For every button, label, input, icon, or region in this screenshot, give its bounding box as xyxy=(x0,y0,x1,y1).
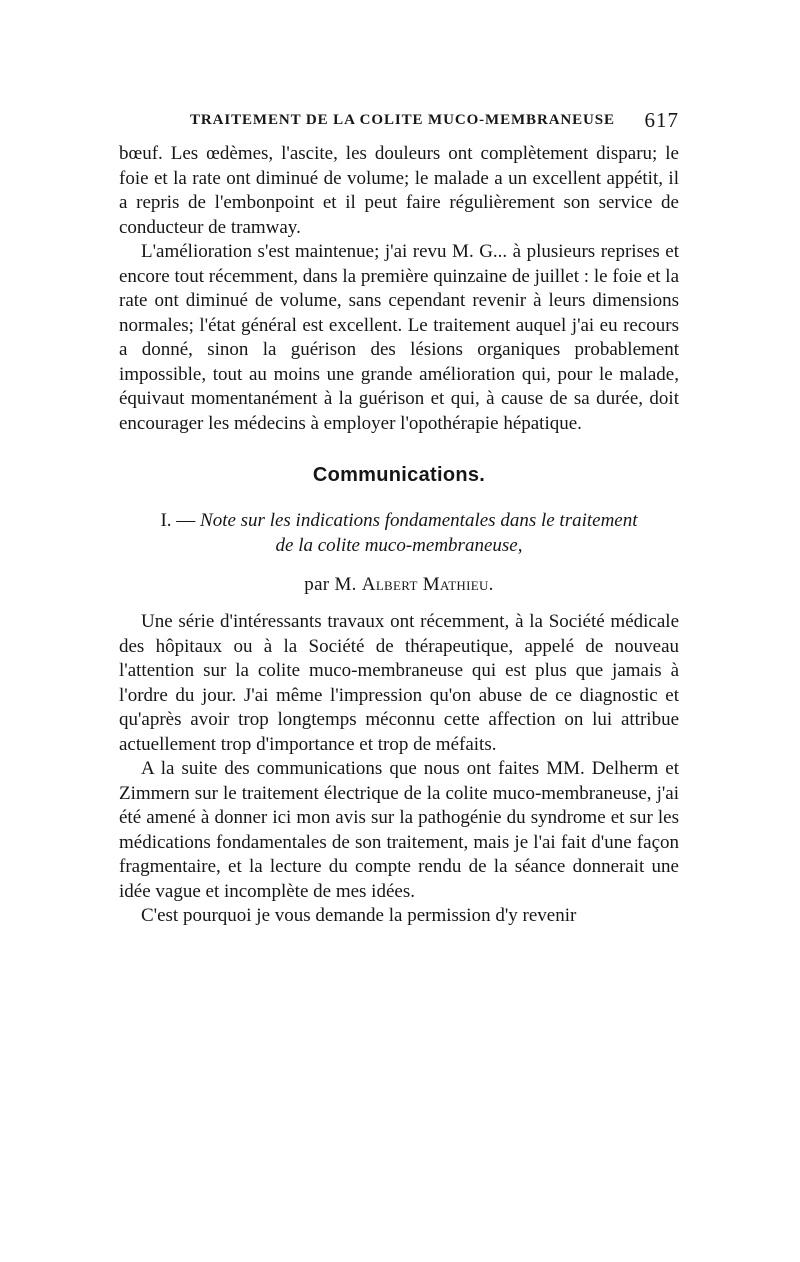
book-page xyxy=(119,108,679,929)
body-text-top xyxy=(119,142,679,436)
byline xyxy=(119,574,679,596)
author-name: Albert Mathieu. xyxy=(361,574,494,595)
section-title: Communications. xyxy=(312,464,486,486)
paragraph: Une série d'intéressants travaux ont récemment, à la Société médicale des hôpitaux ou à la Société de thérapeutique, appelé de nouveau l'attention sur la colite muco-membraneuse qui est plus que jamais à l'ordre du jour. J'ai même l'impression qu'on abuse de ce diagnostic et qu'après avoir trop longtemps méconnu cette affection on lui attribue actuellement trop d'importance et trop de méfaits. xyxy=(119,611,679,755)
note-title xyxy=(119,509,679,558)
paragraph: bœuf. Les œdèmes, l'ascite, les douleurs ont complètement disparu; le foie et la rate ont diminué de volume; le malade a un excellent appétit, il a repris de l'embonpoint et il peut faire régulièrement son service de conducteur de tramway. xyxy=(119,143,679,238)
page-number: 617 xyxy=(644,108,679,132)
paragraph: L'amélioration s'est maintenue; j'ai revu M. G... à plusieurs reprises et encore tout récemment, dans la première quinzaine de juillet : le foie et la rate ont diminué de volume, sans cependant revenir à leurs dimensions normales; l'état général est excellent. Le traitement auquel j'ai eu recours a donné, sinon la guérison des lésions organiques probablement impossible, tout au moins une grande amélioration qui, pour le malade, équivaut momentanément à la guérison et qui, à cause de sa durée, doit encourager les médecins à employer l'opothérapie hépatique. xyxy=(119,241,679,434)
paragraph: A la suite des communications que nous ont faites MM. Delherm et Zimmern sur le traitement électrique de la colite muco-membraneuse, j'ai été amené à donner ici mon avis sur la pathogénie du syndrome et sur les médications fondamentales de son traitement, mais je l'ai fait d'une façon fragmentaire, et la lecture du compte rendu de la séance donnerait une idée vague et incomplète de mes idées. xyxy=(119,758,679,902)
note-title-line-2: de la colite muco-membraneuse, xyxy=(275,534,523,556)
paragraph: C'est pourquoi je vous demande la permission d'y revenir xyxy=(141,905,577,926)
running-head xyxy=(119,108,679,142)
body-text-bottom xyxy=(119,610,679,929)
byline-prefix: par M. xyxy=(304,574,357,595)
note-number: I. — xyxy=(160,510,196,531)
running-title: TRAITEMENT DE LA COLITE MUCO-MEMBRANEUSE xyxy=(190,112,615,128)
note-title-line-1: Note sur les indications fondamentales dans le traitement xyxy=(200,510,638,531)
